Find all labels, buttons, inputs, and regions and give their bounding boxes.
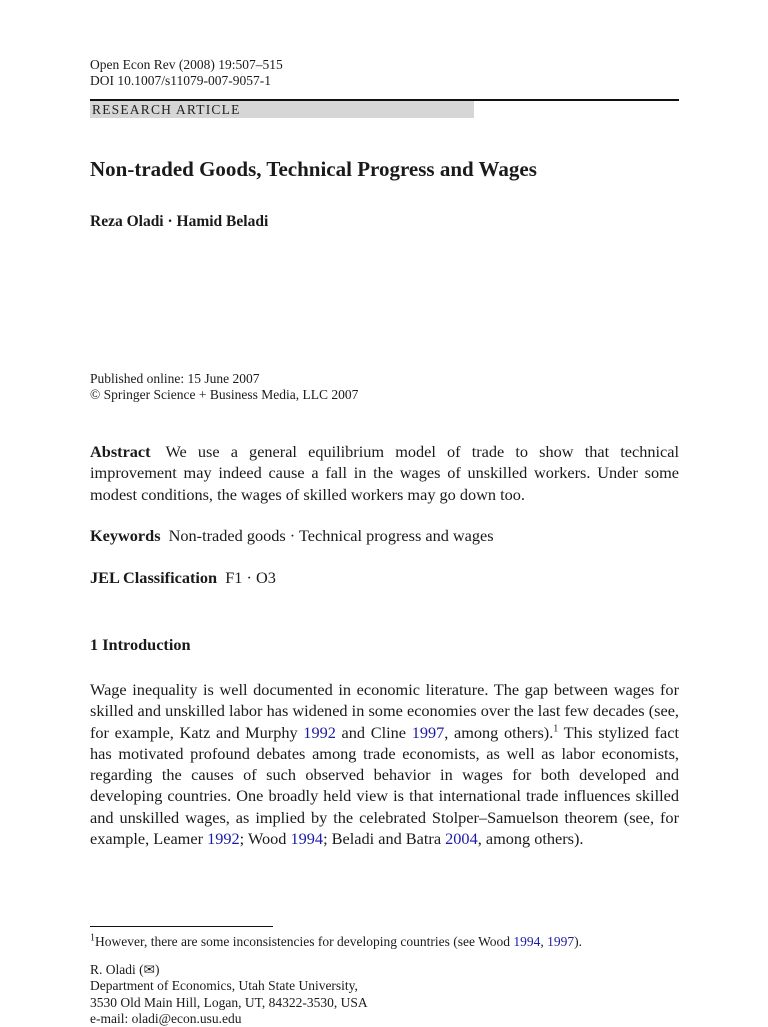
citation-link[interactable]: 1997	[547, 934, 575, 949]
intro-text: This stylized fact has motivated profound debates among trade economists, as well as labor economists, regarding the causes of such observed behavior in wages for both developed and developing countries. One broadly held view is that international trade influences skilled and unskilled wages, as implied by the celebrated Stolper–Samuelson theorem (see, for example, Leamer	[90, 722, 680, 849]
abstract-text: We use a general equilibrium model of trade to show that technical improvement may indeed cause a fall in the wages of unskilled workers. Under some modest conditions, the wages of skilled workers may go down too.	[90, 442, 679, 504]
keywords-label: Keywords	[90, 526, 161, 545]
abstract	[90, 441, 679, 505]
citation-link[interactable]: 1994	[513, 934, 541, 949]
intro-text: Wage inequality is well documented in economic literature. The gap between wages for skilled and unskilled labor has widened in some economies over the last few decades (see, for example, Katz and Murphy	[90, 680, 679, 742]
intro-text: , among others).	[477, 829, 584, 849]
footnote-number: 1	[90, 932, 95, 944]
journal-header	[90, 57, 283, 89]
footnote-marker[interactable]: 1	[553, 723, 559, 735]
jel-classification	[90, 567, 679, 588]
published-date: Published online: 15 June 2007	[90, 371, 260, 386]
affiliation-name-end: )	[154, 962, 160, 977]
intro-paragraph	[90, 679, 679, 849]
affiliation-name: R. Oladi (	[90, 962, 144, 977]
envelope-icon: ✉	[143, 962, 155, 977]
intro-text: ; Beladi and Batra	[323, 829, 446, 849]
affiliation-author	[90, 962, 368, 978]
footnote-rule	[90, 926, 273, 927]
footnote-text: However, there are some inconsistencies for developing countries (see Wood	[95, 934, 514, 949]
citation-link[interactable]: 2004	[445, 829, 478, 849]
footnote-sep: ,	[540, 934, 548, 949]
jel-text: F1 · O3	[225, 568, 276, 587]
affiliation-email[interactable]: e-mail: oladi@econ.usu.edu	[90, 1010, 242, 1026]
citation-link[interactable]: 1994	[290, 829, 324, 849]
intro-text: and Cline	[335, 722, 412, 742]
doi[interactable]: DOI 10.1007/s11079-007-9057-1	[90, 73, 271, 88]
keywords	[90, 525, 679, 546]
footnote-end: ).	[574, 934, 582, 949]
affiliation-address: 3530 Old Main Hill, Logan, UT, 84322-3530, USA	[90, 994, 368, 1010]
abstract-label: Abstract	[90, 442, 151, 461]
citation-link[interactable]: 1992	[303, 722, 336, 742]
footnote	[90, 934, 582, 950]
intro-text: , among others).	[444, 722, 554, 742]
intro-text: ; Wood	[239, 829, 291, 849]
copyright: © Springer Science + Business Media, LLC 2007	[90, 387, 359, 402]
affiliation-department: Department of Economics, Utah State University,	[90, 978, 358, 994]
paper-title: Non-traded Goods, Technical Progress and Wages	[90, 157, 537, 181]
article-type-band: RESEARCH ARTICLE	[90, 101, 474, 118]
journal-citation: Open Econ Rev (2008) 19:507–515	[90, 57, 283, 72]
citation-link[interactable]: 1997	[411, 722, 445, 742]
citation-link[interactable]: 1992	[207, 829, 240, 849]
keywords-text: Non-traded goods · Technical progress and wages	[168, 526, 494, 545]
jel-label: JEL Classification	[90, 568, 218, 587]
section-heading: 1 Introduction	[90, 635, 191, 654]
publication-info	[90, 371, 358, 403]
authors: Reza Oladi · Hamid Beladi	[90, 213, 269, 230]
author-affiliation	[90, 962, 368, 1027]
